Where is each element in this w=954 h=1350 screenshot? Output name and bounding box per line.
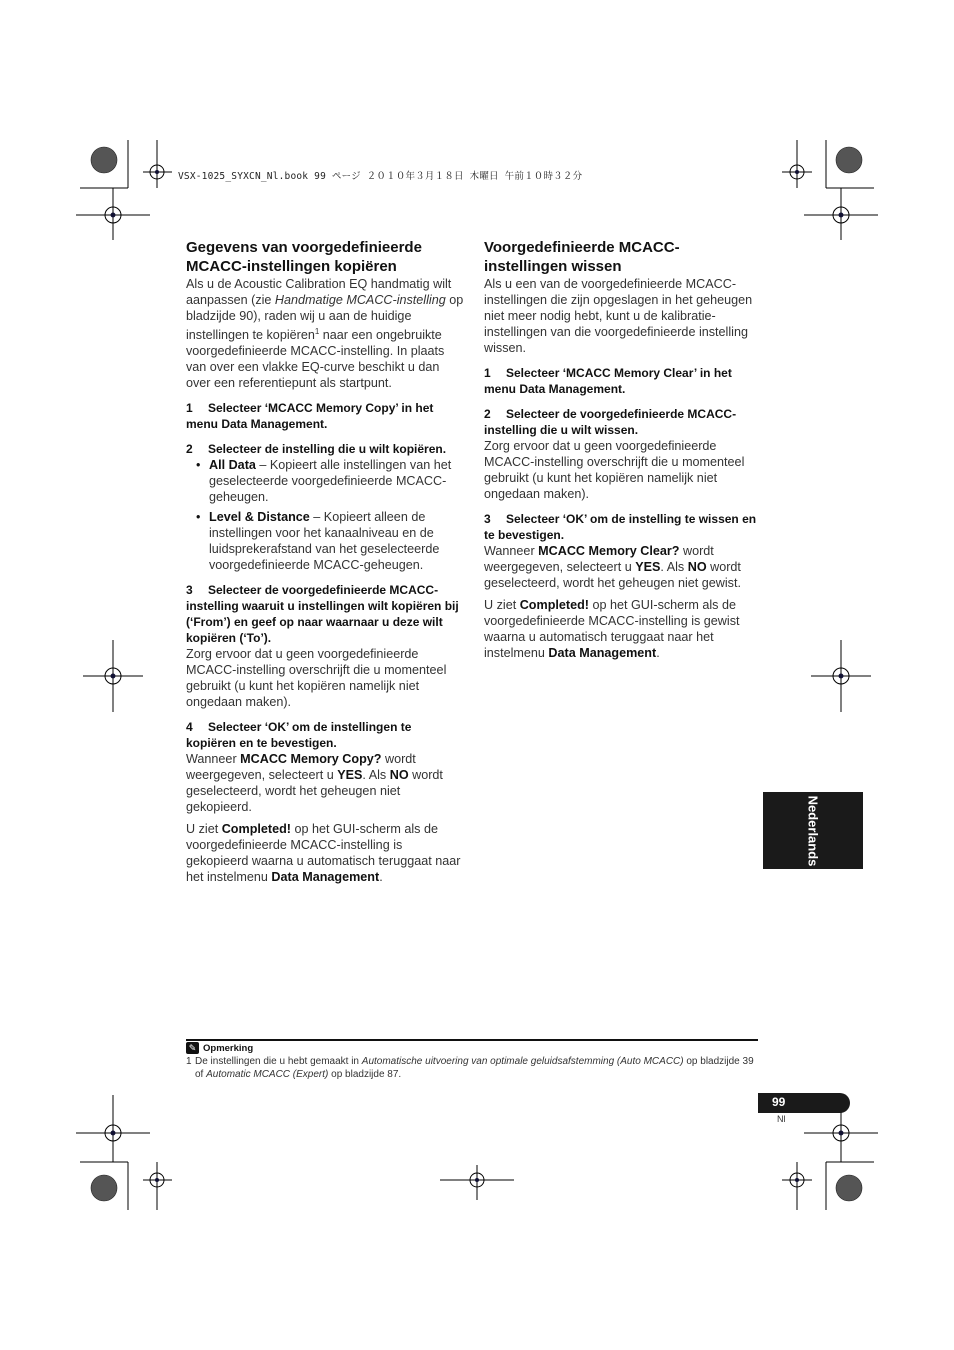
right-column bbox=[484, 238, 762, 665]
note-heading: ✎ Opmerking bbox=[186, 1042, 253, 1054]
step-4: 4 Selecteer ‘OK’ om de instellingen te kopiëren en te bevestigen. bbox=[186, 720, 412, 751]
step-1: 1 Selecteer ‘MCACC Memory Copy’ in het menu Data Management. bbox=[186, 401, 434, 432]
language-tab: Nederlands bbox=[763, 792, 863, 869]
intro-paragraph: Als u een van de voorgedefinieerde MCACC-instellingen die zijn opgeslagen in het geheugen niet meer nodig hebt, kunt u de kalibratie-instellingen van die voorgedefinieerde instelling wissen. bbox=[484, 277, 753, 355]
step-3-text: Wanneer MCACC Memory Clear? wordt weergegeven, selecteert u YES. Als NO wordt geselecteerd, wordt het geheugen niet gewist. bbox=[484, 544, 741, 590]
footnote-divider bbox=[186, 1039, 758, 1041]
intro-paragraph: Als u de Acoustic Calibration EQ handmatig wilt aanpassen (zie Handmatige MCACC-instelling op bladzijde 90), raden wij u aan de huidige instellingen te kopiëren$^1$ naar een ongebruikte voorgedefinieerde MCACC-instelling. In plaats van over een vlakke EQ-curve beschikt u dan over een referentiepunt als startpunt. bbox=[186, 277, 464, 391]
step-1: 1 Selecteer ‘MCACC Memory Clear’ in het menu Data Management. bbox=[484, 366, 732, 396]
step-2: 2 Selecteer de instelling die u wilt kopiëren. bbox=[186, 442, 447, 457]
step-4-text: Wanneer MCACC Memory Copy? wordt weergegeven, selecteert u YES. Als NO wordt geselecteerd, wordt het geheugen niet gekopieerd. bbox=[186, 752, 443, 815]
list-item: • Level & Distance – Kopieert alleen de instellingen voor het kanaalniveau en de luidsprekerafstand van het geselecteerde voorgedefinieerde MCACC-geheugen. bbox=[186, 509, 464, 573]
cross-reference-link: Handmatige MCACC-instelling bbox=[274, 293, 446, 307]
left-column bbox=[186, 238, 464, 889]
print-header: VSX-1025_SYXCN_Nl.book 99 ページ ２０１０年３月１８日 木曜日 午前１０時３２分 bbox=[178, 171, 583, 182]
completed-text: U ziet Completed! op het GUI-scherm als de voorgedefinieerde MCACC-instelling is gewist waarna u automatisch teruggaat naar het instelmenu Data Management. bbox=[484, 598, 740, 660]
step-2-text: Zorg ervoor dat u geen voorgedefinieerde MCACC-instelling overschrijft die u momenteel gebruikt (u kunt het kopiëren namelijk niet ongedaan maken). bbox=[484, 439, 745, 501]
note-pencil-icon: ✎ bbox=[186, 1042, 199, 1054]
step-3: 3 Selecteer de voorgedefinieerde MCACC-instelling waaruit u instellingen wilt kopiëren bij (‘From’) en geef op naar waarnaar u deze wilt kopiëren (‘To’). bbox=[186, 583, 459, 646]
section-title-copy: Gegevens van voorgedefinieerde MCACC-instellingen kopiëren bbox=[186, 239, 422, 275]
language-code: Nl bbox=[777, 1114, 786, 1124]
footnote: 1 De instellingen die u hebt gemaakt in Automatische uitvoering van optimale geluidsafstemming (Auto MCACC) op bladzijde 39 of Automatic MCACC (Expert) op bladzijde 87. bbox=[186, 1056, 754, 1080]
step-3-text: Zorg ervoor dat u geen voorgedefinieerde MCACC-instelling overschrijft die u momenteel gebruikt (u kunt het kopiëren namelijk niet ongedaan maken). bbox=[186, 647, 447, 710]
list-item: • All Data – Kopieert alle instellingen van het geselecteerde voorgedefinieerde MCACC-geheugen. bbox=[186, 457, 464, 505]
step-2: 2 Selecteer de voorgedefinieerde MCACC-instelling die u wilt wissen. bbox=[484, 407, 737, 437]
footnote-marker: 1 bbox=[314, 327, 320, 336]
section-title-clear: Voorgedefinieerde MCACC-instellingen wissen bbox=[484, 239, 680, 275]
copy-options-list bbox=[186, 457, 464, 573]
step-3: 3 Selecteer ‘OK’ om de instelling te wissen en te bevestigen. bbox=[484, 512, 757, 542]
completed-text: U ziet Completed! op het GUI-scherm als de voorgedefinieerde MCACC-instelling is gekopieerd waarna u automatisch teruggaat naar het instelmenu Data Management. bbox=[186, 822, 461, 885]
page-number-badge: 99 bbox=[758, 1093, 850, 1113]
